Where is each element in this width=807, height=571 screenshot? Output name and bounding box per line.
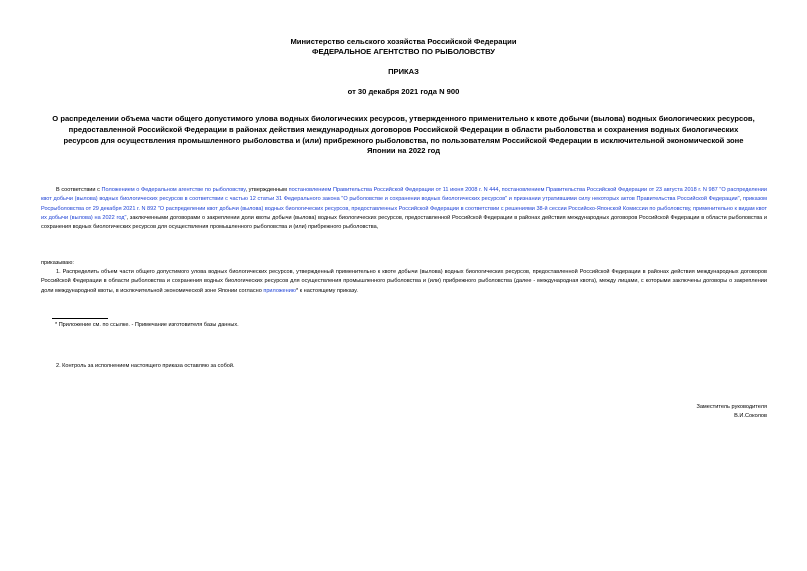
preamble-text-1: В соответствии с (56, 187, 102, 193)
preamble-text-4: , (739, 196, 743, 203)
document-type: ПРИКАЗ (388, 67, 419, 76)
ministry-name: Министерство сельского хозяйства Российской Федерации (290, 37, 517, 46)
link-appendix[interactable]: приложению (263, 287, 296, 294)
signature-position: Заместитель руководителя (696, 404, 767, 410)
link-regulation[interactable]: Положением о Федеральном агентстве по рыболовству (101, 187, 246, 193)
footnote: * Приложение см. по ссылке. - Примечание изготовителя базы данных. (55, 322, 239, 328)
link-decree-987[interactable]: постановлением Правительства Российской Федерации от 23 августа 2018 г. N 987 "О распределении квот добычи (вылова) водных биологических ресурсов в соответствии с частью 12 статьи 31 Федерального закона "О рыболовстве и сохранении водных биологических ресурсов" и признании утратившими силу некоторых актов Правительства Российской Федерации" (41, 187, 767, 203)
order-verb: приказываю: (41, 260, 74, 266)
item-1-paragraph (41, 268, 767, 296)
signature-name: В.И.Соколов (734, 413, 767, 420)
item-1-text: 1. Распределить объем части общего допустимого улова водных биологических ресурсов, утвержденный применительно к квоте добычи (вылова) водных биологических ресурсов, предоставленной Российской Федерации в районах действия международных договоров Российской Федерации в области рыболовства и сохранения водных биологических ресурсов для осуществления промышленного рыболовства и (или) прибрежного рыболовства (далее - международная квота), между лицами, с которыми заключены договоры о закреплении доли международной квоты, в исключительной экономической зоне Японии согласно (41, 269, 767, 294)
preamble-text-5: , заключенными договорами о закреплении доли квоты добычи (вылова) водных биологических ресурсов, предоставленной Российской Федерации в районах действия международных договоров Российской Федерации в области рыболовства и сохранения водных биологических ресурсов для осуществления промышленного рыболовства и (или) прибрежного рыболовства, (41, 214, 767, 231)
item-1-tail: * к настоящему приказу. (295, 287, 358, 294)
link-order-892[interactable]: приказом Росрыболовства от 29 декабря 2021 г. N 892 "О распределении квот добычи (вылова) водных биологических ресурсов, предоставленных Российской Федерации в соответствии с решениями 38-й сессии Российско-Японской Комиссии по рыболовству, применительно к видам квот их добычи (вылова) на 2022 год" (41, 196, 767, 221)
preamble-text-3: , (498, 187, 502, 193)
footnote-divider (52, 318, 108, 319)
preamble-text-2: , утвержденным (245, 187, 289, 193)
preamble-paragraph (41, 186, 767, 232)
link-decree-444[interactable]: постановлением Правительства Российской Федерации от 11 июня 2008 г. N 444 (288, 187, 499, 193)
document-date-number: от 30 декабря 2021 года N 900 (347, 87, 460, 96)
signature-block (696, 403, 767, 422)
agency-name: ФЕДЕРАЛЬНОЕ АГЕНТСТВО ПО РЫБОЛОВСТВУ (312, 47, 495, 56)
item-2-paragraph: 2. Контроль за исполнением настоящего приказа оставляю за собой. (56, 363, 235, 369)
document-title: О распределении объема части общего допустимого улова водных биологических ресурсов, утвержденного применительно к квоте добычи (вылова) водных биологических ресурсов, предоставленной Российской Федерации в районах действия международных договоров Российской Федерации в области рыболовства и сохранения водных биологических ресурсов для осуществления промышленного рыболовства и (или) прибрежного рыболовства, по пользователям Российской Федерации в исключительной экономической зоне Японии на 2022 год (52, 114, 755, 156)
